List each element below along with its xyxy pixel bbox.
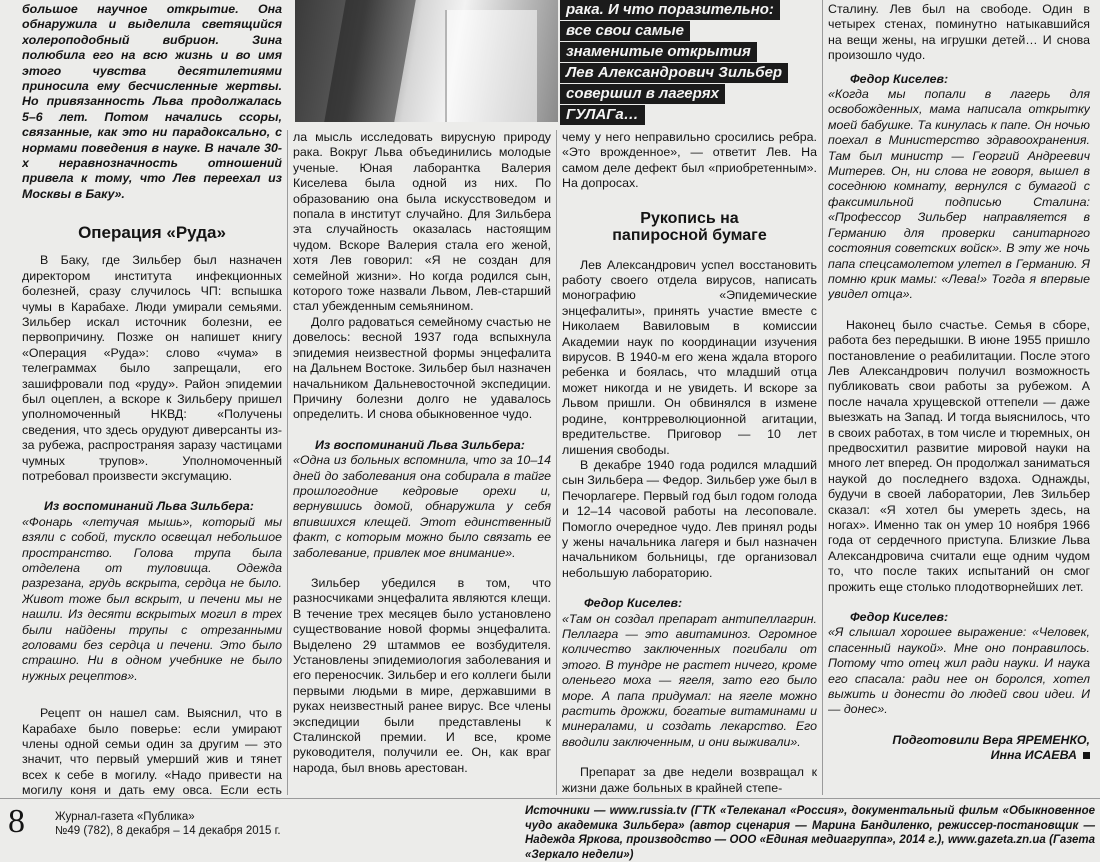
pull-quote: [558, 0, 797, 125]
column-divider: [287, 130, 288, 795]
byline-name: Инна ИСАЕВА: [990, 748, 1077, 763]
source-heading: Федор Киселев:: [850, 610, 949, 625]
article-paragraph: Сталину. Лев был на свободе. Один в четырех стенах, поминутно натыкавшийся на вещи жены, на игрушки детей… И снова произошло чудо.: [828, 2, 1090, 63]
article-paragraph: В Баку, где Зильбер был назначен директором института инфекционных болезней, сразу случилось ЧП: вспышка чумы в Карабахе. Люди умирали семьями. Зильбер искал источник болезни, ее первопричину. Позже он напишет книгу «Операция «Руда»: слово «чума» в телеграммах было запрещали, его зашифровали под «руду». Район эпидемии был оцеплен, а вскоре к Зильберу пришел уполномоченный НКВД: «Получены сведения, что здесь орудуют диверсанты из-за рубежа, распространяя заразу частицами чумных трупов». Уполномоченный потребовал произвести эксгумацию.: [22, 253, 282, 483]
source-heading: Федор Киселев:: [850, 71, 949, 86]
column-3: [562, 130, 817, 797]
pull-quote-line: все свои самые: [560, 21, 690, 41]
issue-info: №49 (782), 8 декабря – 14 декабря 2015 г.: [55, 825, 281, 837]
column-1: [22, 2, 282, 797]
page-footer: [0, 802, 1100, 861]
byline: [828, 748, 1090, 763]
section-heading-manuscript-line2: папиросной бумаге: [612, 226, 767, 244]
article-paragraph: Долго радоваться семейному счастью не довелось: весной 1937 года вспыхнула эпидемия неизвестной формы энцефалита на Дальнем Востоке. Зильбер был назначен начальником Дальневосточной экспедиции. Причину болезни долго не удавалось определить. И снова обыкновенное чудо.: [293, 314, 551, 422]
page-number: 8: [8, 803, 25, 840]
article-paragraph: Зильбер убедился в том, что разносчиками энцефалита являются клещи. В течение трех месяцев было установлено существование новой формы энцефалита. Выделено 29 штаммов ее возбудителя. Установлены эпидемиология заболевания и его переносчик. Зильбер и его коллеги были первыми людьми в мире, державшими в руках неизвестный ранее вирус. Все члены экспедиции были представлены к Сталинской премии. И все, кроме руководителя, получили ее. Он, как враг народа, был вновь арестован.: [293, 575, 551, 775]
pull-quote-line: совершил в лагерях: [560, 84, 725, 104]
memoir-quote: «Когда мы попали в лагерь для освобожденных, мама написала открытку моей бабушке. Та кинулась к папе. Он ночью поехал в Министерство здравоохранения. Там был министр — Георгий Андреевич Митерев. Он, ни слова не говоря, вышел в соседнюю комнату, вернулся с бумагой с факсимильной подписью Сталина: «Профессор Зильбер направляется в Германию для проверки санитарного состояния советских войск». В эту же ночь папа спецсамолетом улетел в Германию. Я помню крик мамы: «Лева!» Тогда я впервые увидел отца».: [828, 87, 1090, 302]
pull-quote-line: Лев Александрович Зильбер: [560, 63, 788, 83]
pull-quote-line: знаменитые открытия: [560, 42, 757, 62]
photo-lab-coat: [445, 10, 537, 122]
source-heading: Из воспоминаний Льва Зильбера:: [44, 499, 254, 514]
photo-shadow: [324, 0, 416, 122]
column-2: [293, 130, 551, 797]
pull-quote-line: ГУЛАГа…: [560, 105, 645, 125]
memoir-quote: «Там он создал препарат антипеллагрин. Пеллагра — это авитаминоз. Огромное количество заключенных погибали от этого. В тундре не растет ничего, кроме оленьего моха — ягеля, зато его было море. А папа придумал: на ягеле можно растить дрожжи, богатые витаминами и минералами, и создать лекарство. Его вводили заключенным, и они выживали».: [562, 611, 817, 749]
article-paragraph: Препарат за две недели возвращал к жизни даже больных в крайней степе-: [562, 765, 817, 795]
article-paragraph: ла мысль исследовать вирусную природу рака. Вокруг Льва объединились молодые ученые. Юная лаборантка Валерия Киселева была одной из них. По образованию она была искусствоведом и попала в институт случайно. Для Зильбера эта случайность оказалась настоящим чудом. Вскоре Валерия стала его женой, хотя Лев говорил: «Я не создан для семейной жизни». Но когда родился сын, которого тоже назвали Львом, Лев-старший стал убежденным семьянином.: [293, 130, 551, 314]
byline: Подготовили Вера ЯРЕМЕНКО,: [892, 732, 1090, 747]
memoir-quote: «Фонарь «летучая мышь», который мы взяли с собой, тускло освещал небольшое пространство. Голова трупа была отделена от туловища. Одежда разрезана, грудь вскрыта, сердца не было. Живот тоже был вскрыт, и печени мы не нашли. Из десяти вскрытых могил в трех были найдены трупы с отрезанными головами без сердца и печени. Это было страшно. Ни в одном учебнике не было нужных рецептов».: [22, 514, 282, 683]
publication-name: Журнал-газета «Публика»: [55, 811, 195, 823]
article-paragraph: Наконец было счастье. Семья в сборе, работа без передышки. В июне 1955 пришло постановление о реабилитации. После этого Лев Александрович получил возможность публиковать свои работы за рубежом. А после начала хрущевской оттепели — даже выезжать на Запад. И тогда выяснилось, что в своих работах, в том числе и тюремных, он предвосхитил развитие мировой науки на много лет вперед. Он продолжал заниматься наукой до последнего вздоха. Однажды, будучи в своей лаборатории, Лев Зильбер сказал: «Я хотел бы умереть здесь, на ногах». Именно так он умер 10 ноября 1966 года от сердечного приступа. Близкие Льва Александровича считали еще одним чудом то, что после таких испытаний он смог прожить еще столько плодотворнейших лет.: [828, 317, 1090, 594]
source-heading: Из воспоминаний Льва Зильбера:: [315, 437, 525, 452]
column-4: [828, 2, 1090, 797]
memoir-quote-continued: большое научное открытие. Она обнаружила и выделила светящийся холероподобный вибрион. Зина полюбила его на всю жизнь и во имя этого чувства десятилетиями приносила ему бесчисленные жертвы. Но привязанность Льва продолжалась 5–6 лет. Потом начались ссоры, связанные, как это ни парадоксально, с нормами поведения в науке. В начале 30-х неравнозначность отношений привела к тому, что Лев переехал из Москвы в Баку».: [22, 2, 282, 201]
section-heading-manuscript-line1: Рукопись на: [640, 209, 739, 227]
source-heading: Федор Киселев:: [584, 596, 683, 611]
article-paragraph: Лев Александрович успел восстановить работу своего отдела вирусов, написать монографию «Эпидемические энцефалиты», принять участие вместе с Николаем Вавиловым в комиссии Академии наук по координации изучения вирусов. В 1940-м его жена ждала второго ребенка и боялась, что младший отца может никогда и не увидеть. И вскоре за Львом пришли. Он обвинялся в измене родине, контрреволюционной агитации, вредительстве. Приговор — 10 лет лишения свободы.: [562, 257, 817, 457]
footer-rule: [0, 798, 1100, 799]
article-photo: [295, 0, 558, 122]
column-divider: [556, 130, 557, 795]
sources-credit: Источники — www.russia.tv (ГТК «Телеканал «Россия», документальный фильм «Обыкновенное чудо академика Зильбера» (автор сценария — Марина Бандиленко, режиссер-постановщик — Надежда Яркова, производство — ООО «Единая медиагруппа», 2014 г.), www.gazeta.zn.ua (Газета «Зеркало недели»): [525, 805, 1095, 861]
article-paragraph: чему у него неправильно сросились ребра. «Это врожденное», — ответит Лев. На самом деле дефект был «приобретенным». На допросах.: [562, 130, 817, 191]
end-mark-icon: [1083, 752, 1090, 759]
memoir-quote: «Я слышал хорошее выражение: «Человек, спасенный наукой». Мне оно понравилось. Потому что отец жил ради науки. И наука его спасала: ради нее он боролся, хотел выжить и донести до людей свои идеи. И — донес».: [828, 625, 1090, 717]
pull-quote-line: рака. И что поразительно:: [560, 0, 780, 20]
memoir-quote: «Одна из больных вспомнила, что за 10–14 дней до заболевания она собирала в тайге прошлогодние кедровые орехи и, вернувшись домой, обнаружила у себя впившихся клещей. Этот единственный факт, с которым можно было связать ее заболевание, привлек мое внимание».: [293, 453, 551, 560]
article-paragraph: В декабре 1940 года родился младший сын Зильбера — Федор. Зильбер уже был в Печорлагере. Первый год был годом голода и 12–14 часовой работы на лесоповале. Помогло очередное чудо. Лев принял роды у жены начальника лагеря и был назначен начальником больницы, где организовал небольшую лабораторию.: [562, 457, 817, 580]
section-heading-operation-ruda: Операция «Руда»: [78, 223, 226, 243]
publication-info: [55, 810, 281, 838]
column-divider: [822, 0, 823, 795]
article-paragraph: Рецепт он нашел сам. Выяснил, что в Карабахе было поверье: если умирают члены одной семьи один за другим — это значит, что первый умерший жив и тянет всех к себе в могилу. «Надо привести на могилу коня и дать ему овса. Если есть: [22, 706, 282, 797]
